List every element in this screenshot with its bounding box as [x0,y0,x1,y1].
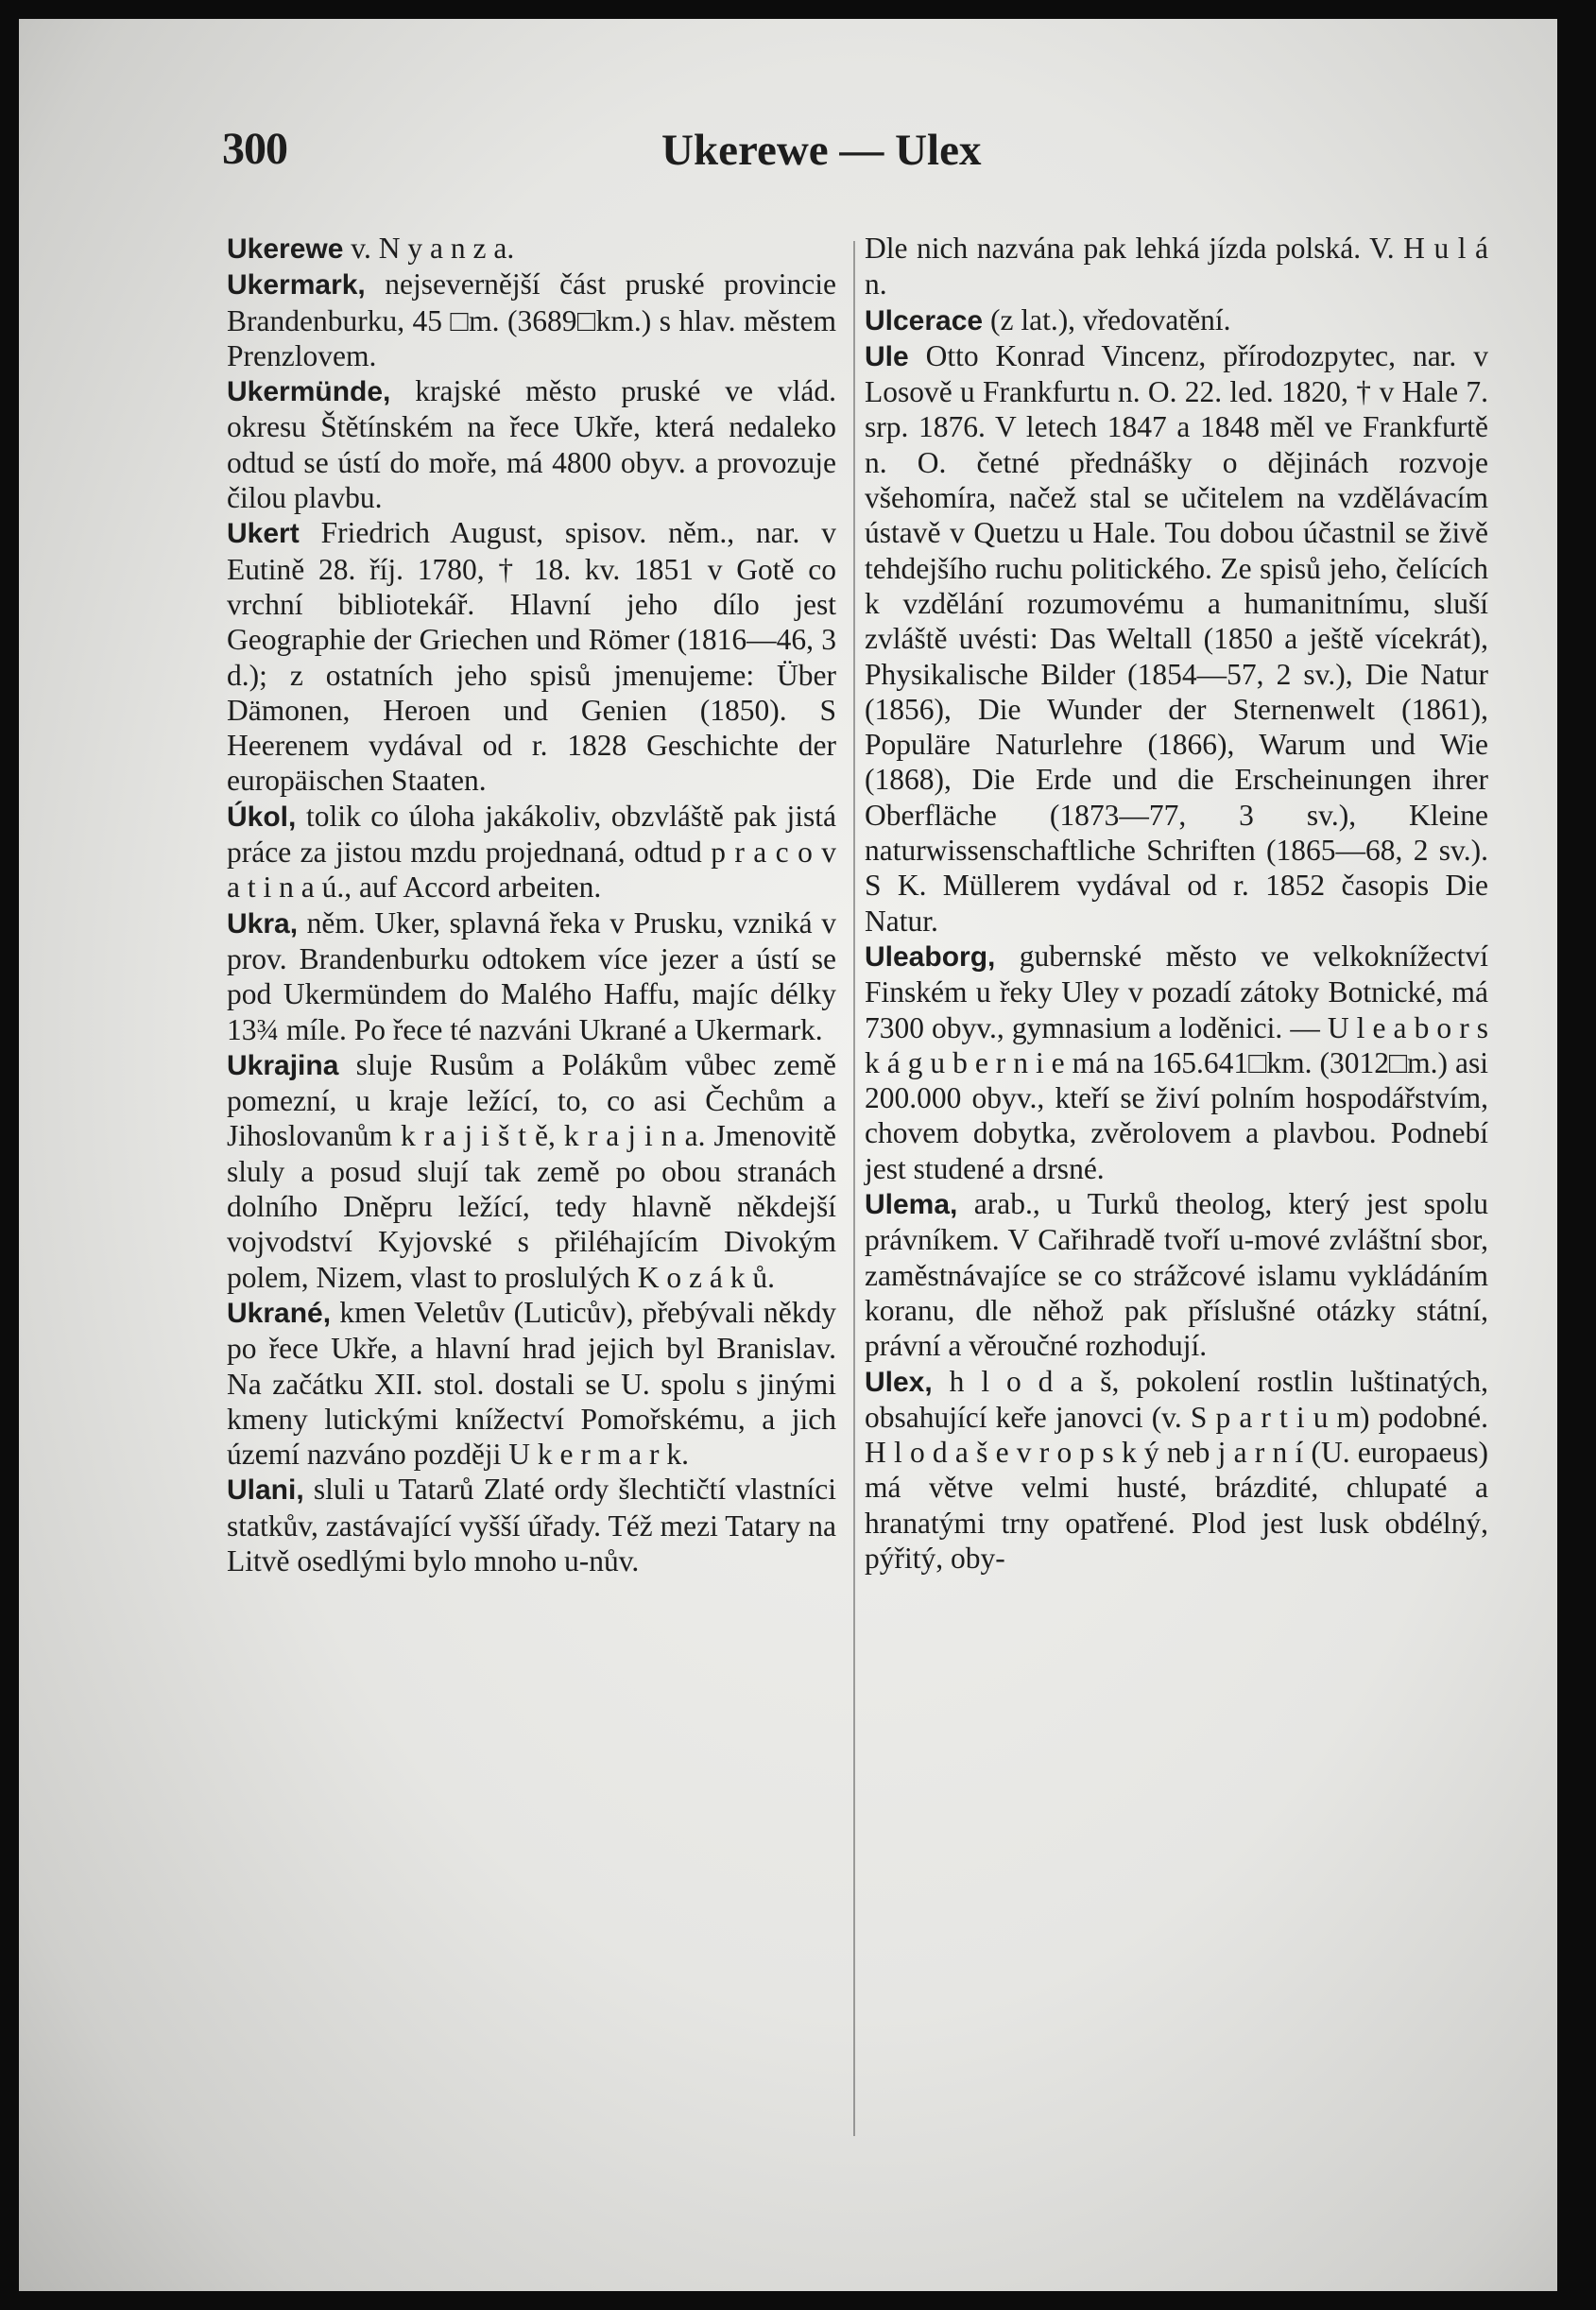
headword: Ulema, [865,1189,958,1221]
headword: Ulex, [865,1366,933,1398]
entry-ukert [227,515,836,798]
entry-text: něm. Uker, splavná řeka v Prusku, vzniká v prov. Brandenburku odtokem více jezer a ústí se pod Ukermündem do Malého Haffu, majíc délky 13¾ míle. Po řece té nazváni Ukrané a Ukermark. [227,905,836,1046]
page-number: 300 [222,124,287,174]
entry-ulex [865,1364,1488,1577]
running-head: Ukerewe — Ulex [661,126,982,175]
entry-text: h l o d a š, pokolení rostlin luštinatých, obsahující keře janovci (v. S p a r t i u m) podobné. H l o d a š e v r o p s k ý neb j a r n í (U. europaeus) má větve velmi husté, brázdité, chlupaté a hranatými trny opatřené. Plod jest lusk obdélný, pýřitý, oby- [865,1364,1488,1575]
headword: Ukert [227,518,300,550]
entry-ukermark [227,267,836,373]
entry-text: krajské město pruské ve vlád. okresu Štětínském na řece Ukře, která nedaleko odtud se ústí do moře, má 4800 obyv. a provozuje čilou plavbu. [227,374,836,515]
entry-text: sluje Rusům a Polákům vůbec země pomezní, u kraje ležící, to, co asi Čechům a Jihoslovanům k r a j i š t ě, k r a j i n a. Jmenovitě sluly a posud slují tak země po obou stranách dolního Dněpru ležící, tedy hlavně někdejší vojvodství Kyjovské s přiléhajícím Divokým polem, Nizem, vlast to proslulých K o z á k ů. [227,1047,836,1294]
entry-ukermunde [227,373,836,515]
entry-text: Otto Konrad Vincenz, přírodozpytec, nar. v Losově u Frankfurtu n. O. 22. led. 1820, † v Hale 7. srp. 1876. V letech 1847 a 1848 měl ve Frankfurtě n. O. četné přednášky o dějinách rozvoje všehomíra, načež stal se učitelem na vzdělávacím ústavě v Quetzu u Hale. Tou dobou účastnil se živě tehdejšího ruchu politického. Ze spisů jeho, čelících k vzdělání rozumovému a humanitnímu, sluší zvláště uvésti: Das Weltall (1850 a ještě vícekrát), Physikalische Bilder (1854—57, 2 sv.), Die Natur (1856), Die Wunder der Sternenwelt (1861), Populäre Naturlehre (1866), Warum und Wie (1868), Die Erde und die Erscheinungen ihrer Oberfläche (1873—77, 3 sv.), Kleine naturwissenschaftliche Schriften (1865—68, 2 sv.). S K. Müllerem vydával od r. 1852 časopis Die Natur. [865,338,1488,938]
headword: Ukerewe [227,233,344,265]
entry-ukerewe [227,231,836,267]
entry-text: Dle nich nazvána pak lehká jízda polská. V. H u l á n. [865,232,1488,302]
entry-ulema [865,1186,1488,1363]
headword: Úkol, [227,801,297,833]
headword: Ulani, [227,1474,304,1507]
entry-continuation [865,231,1488,302]
entry-text: Friedrich August, spisov. něm., nar. v Eutině 28. říj. 1780, † 18. kv. 1851 v Gotě co vrchní bibliotekář. Hlavní jeho dílo jest Geographie der Griechen und Römer (1816—46, 3 d.); z ostatních jeho spisů jmenujeme: Über Dämonen, Heroen und Genien (1850). S Heerenem vydával od r. 1828 Geschichte der europäischen Staaten. [227,516,836,798]
headword: Ukra, [227,907,299,940]
entry-ukrane [227,1295,836,1472]
column-divider [853,241,855,2136]
left-column [227,231,836,1578]
headword: Ukermark, [227,269,366,302]
entry-text: arab., u Turků theolog, který jest spolu právníkem. V Cařihradě tvoří u-mové zvláštní sbor, zaměstnávajíce se co strážcové islamu vykládáním koranu, dle něhož pak příslušné otázky státní, právní a věroučné rozhodují. [865,1187,1488,1363]
entry-text: tolik co úloha jakákoliv, obzvláště pak jistá práce za jistou mzdu projednaná, odtud p r a c o v a t i n a ú., auf Accord arbeiten. [227,799,836,905]
headword: Ule [865,340,909,372]
entry-text: kmen Veletův (Luticův), přebývali někdy po řece Ukře, a hlavní hrad jejich byl Branislav. Na začátku XII. stol. dostali se U. spolu s jinými kmeny lutickými knížectví Pomořskému, a jich území nazváno později U k e r m a r k. [227,1295,836,1472]
entry-text: sluli u Tatarů Zlaté ordy šlechtičtí vlastníci statkův, zastávající vyšší úřady. Též mezi Tatary na Litvě osedlými bylo mnoho u-nův. [227,1473,836,1577]
headword: Ulcerace [865,304,984,336]
right-column [865,231,1488,1576]
headword: Ukrané, [227,1297,332,1329]
entry-text: gubernské město ve velkoknížectví Finském u řeky Uley v pozadí zátoky Botnické, má 7300 obyv., gymnasium a loděnici. — U l e a b o r s k á g u b e r n i e má na 165.641□km. (3012□m.) asi 200.000 obyv., kteří se živí polním hospodářstvím, chovem dobytka, zvěrolovem a plavbou. Podnebí jest studené a drsné. [865,939,1488,1185]
headword: Ukrajina [227,1049,339,1081]
entry-ukol [227,799,836,905]
entry-ukra [227,905,836,1047]
entry-uleaborg [865,939,1488,1186]
headword: Ukermünde, [227,376,391,408]
entry-text: (z lat.), vředovatění. [983,302,1231,336]
entry-ulcerace [865,302,1488,338]
entry-text: nejsevernější část pruské provincie Brandenburku, 45 □m. (3689□km.) s hlav. městem Prenzlovem. [227,267,836,372]
headword: Uleaborg, [865,940,996,973]
entry-ule [865,338,1488,939]
entry-ukrajina [227,1047,836,1295]
book-page [19,19,1557,2291]
entry-ulani [227,1472,836,1578]
entry-text: v. N y a n z a. [343,232,515,265]
